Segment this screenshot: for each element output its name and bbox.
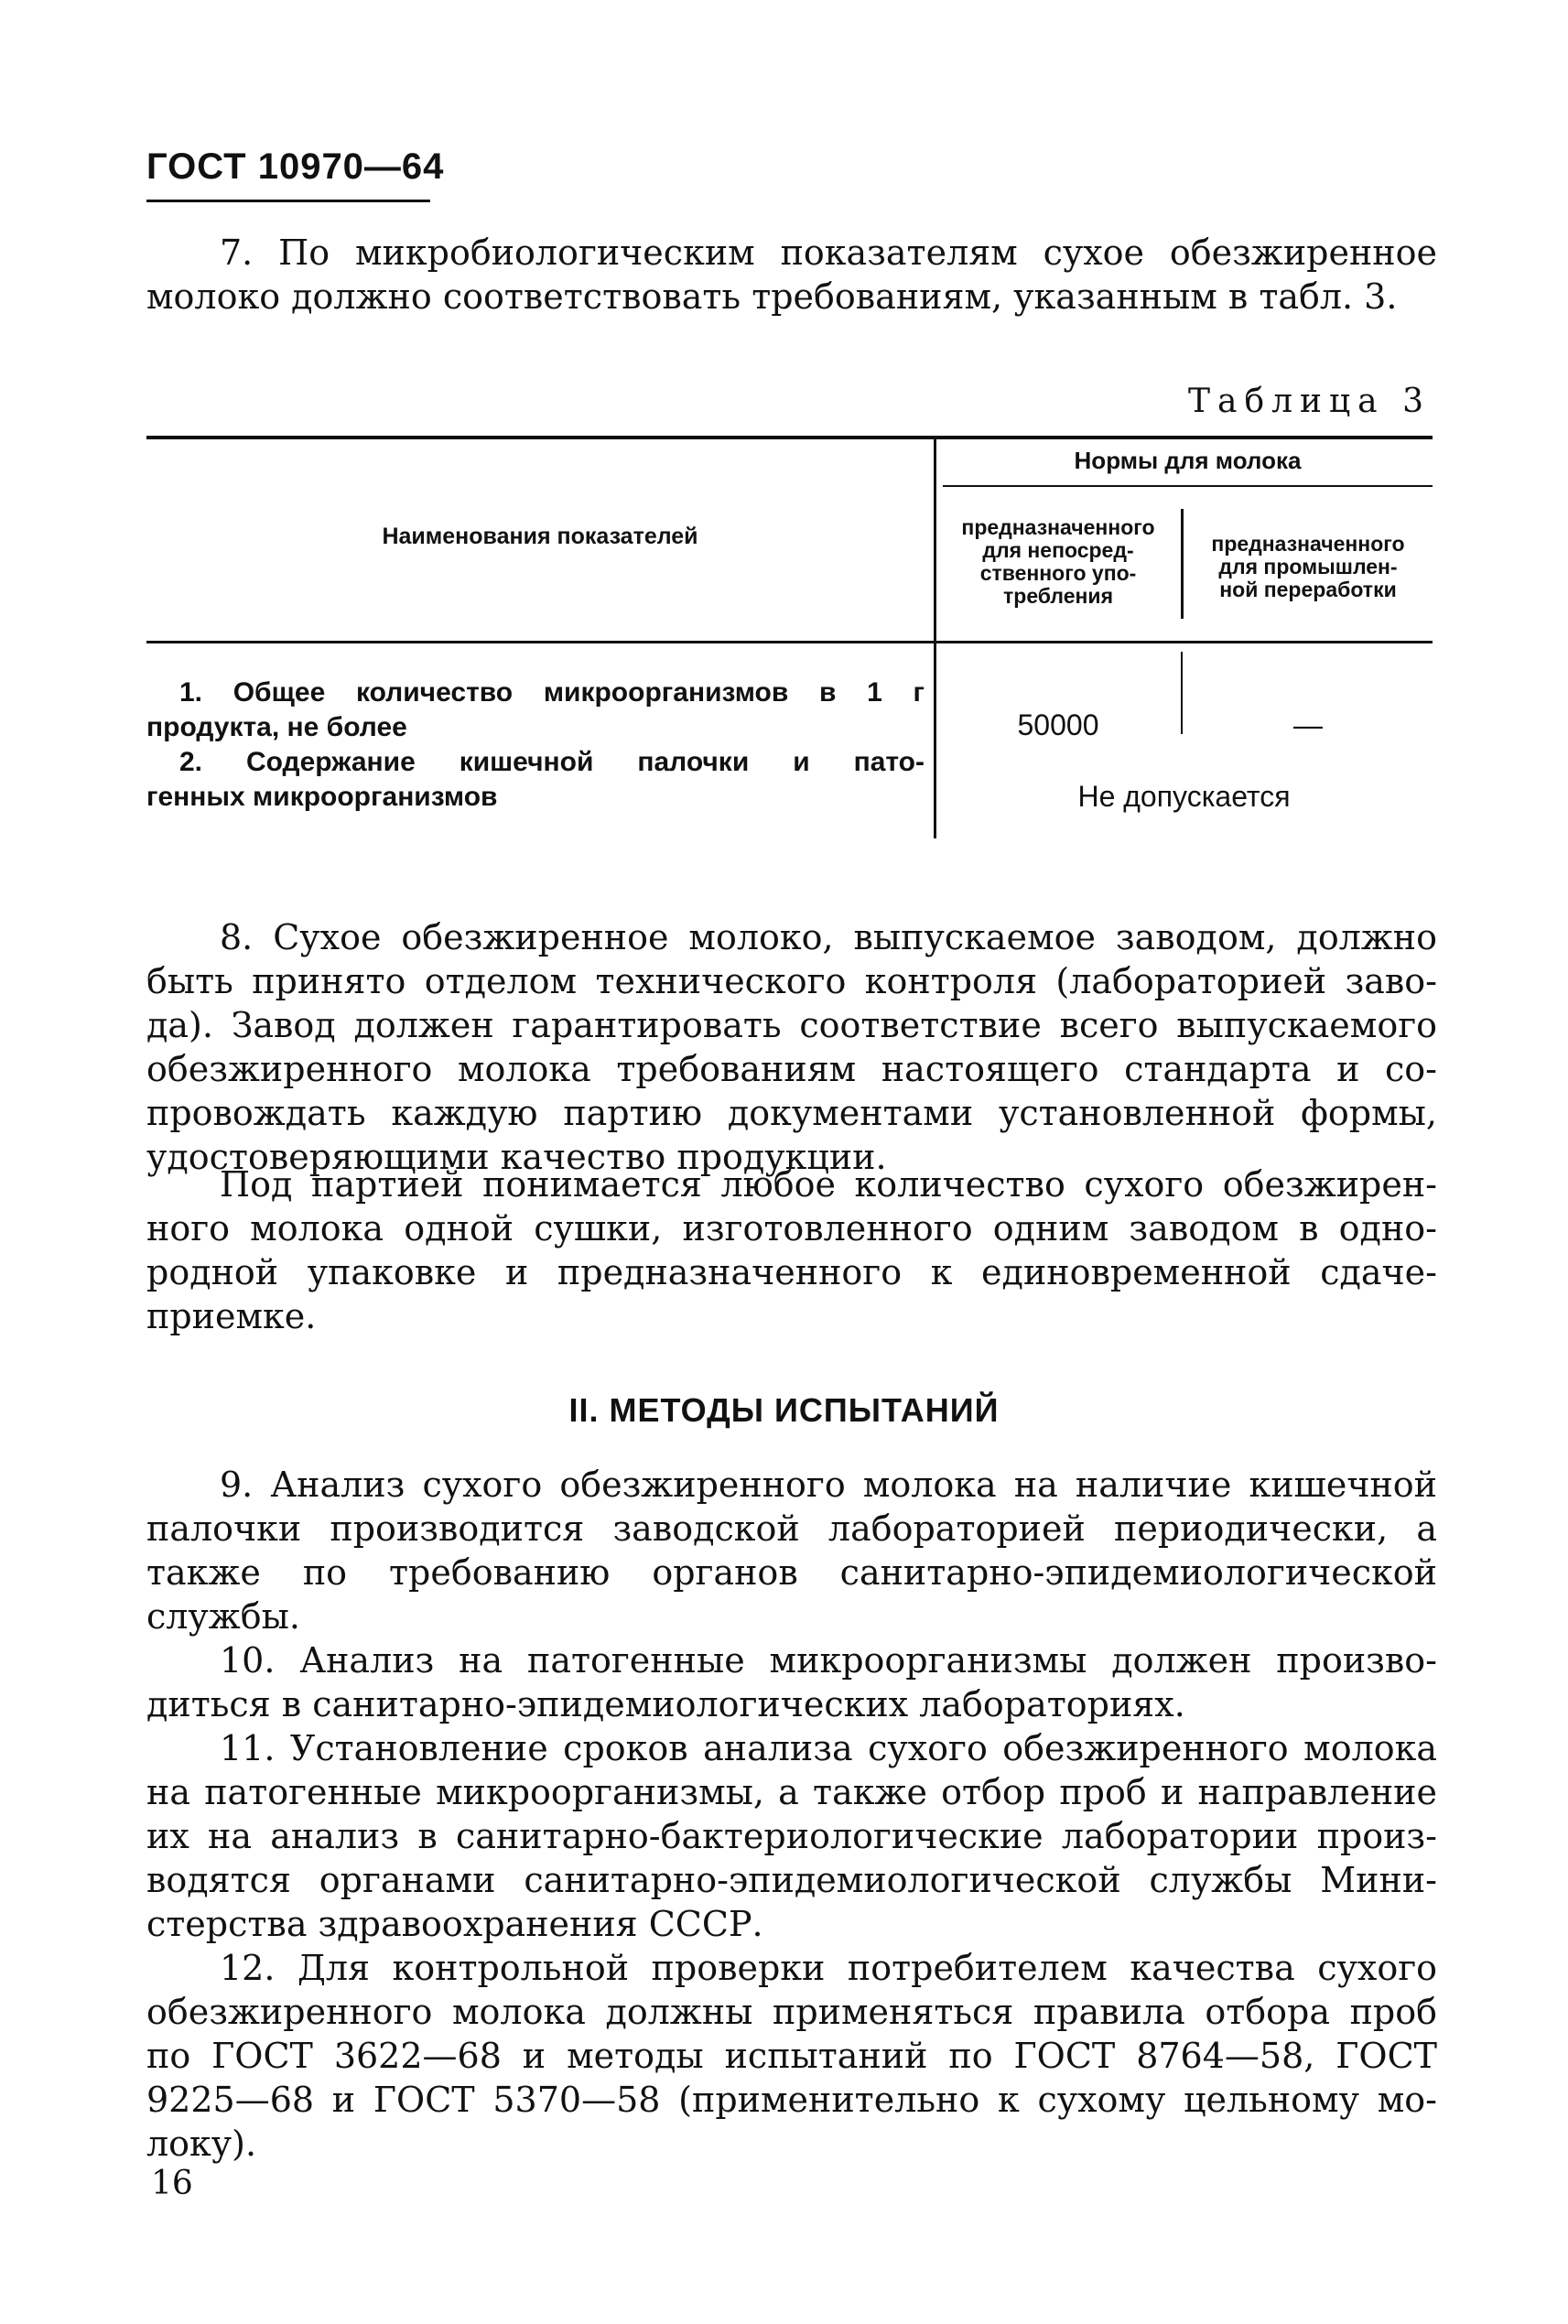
table-row-1-value-industrial: — [1293,708,1323,741]
text-line: на патогенные микроорганизмы, а также отбор проб и направление [146,1772,1437,1812]
text-line: молоко должно соответствовать требованиям, указанным в табл. 3. [146,276,1398,317]
text-line: их на анализ в санитарно-бактериологические лаборатории произ- [146,1816,1437,1856]
column-header-direct [935,516,1181,608]
text-line: 12. Для контрольной проверки потребителем качества сухого [220,1948,1437,1988]
table-row-2-value: Не допускается [1077,780,1291,813]
text-line: водятся органами санитарно-эпидемиологической службы Мини- [146,1860,1437,1900]
text-line: палочки производится заводской лабораторией периодически, а [146,1508,1437,1549]
header-line: для промышлен- [1218,555,1398,578]
paragraph-batch [146,1162,1437,1338]
column-header-name: Наименования показателей [382,524,698,549]
table-row-2-name [146,745,925,815]
row-line: генных микроорганизмов [146,782,498,812]
text-line: удостоверяющими качество продукции. [146,1137,887,1177]
paragraph-9 [146,1463,1437,1638]
table-row-1-value-direct: 50000 [1017,708,1099,741]
text-line: 7. По микробиологическим показателям сухое обезжиренное [220,232,1437,273]
text-line: ного молока одной сушки, изготовленного одним заводом в одно- [146,1208,1437,1248]
text-line: 9225—68 и ГОСТ 5370—58 (применительно к сухому цельному мо- [146,2080,1437,2120]
text-line: 10. Анализ на патогенные микроорганизмы должен произво- [220,1640,1437,1681]
text-line: также по требованию органов санитарно-эпидемиологической [146,1552,1437,1593]
norms-subrule [943,485,1433,487]
page-number: 16 [151,2165,193,2202]
paragraph-12 [146,1946,1437,2166]
text-line: да). Завод должен гарантировать соответствие всего выпускаемого [146,1005,1437,1045]
header-line: предназначенного [1211,532,1405,556]
paragraph-11 [146,1726,1437,1946]
table-row-1-name [146,676,925,745]
row-line: продукта, не более [146,712,407,742]
text-line: по ГОСТ 3622—68 и методы испытаний по ГОСТ 8764—58, ГОСТ [146,2036,1437,2076]
text-line: приемке. [146,1296,317,1336]
text-line: обезжиренного молока требованиям настоящего стандарта и со- [146,1049,1437,1089]
column-header-industrial [1184,533,1433,601]
text-line: быть принято отделом технического контроля (лабораторией заво- [146,961,1437,1001]
text-line: Под партией понимается любое количество сухого обезжирен- [220,1164,1437,1205]
table-label: Таблица 3 [1188,383,1431,420]
header-line: для непосред- [982,538,1134,562]
text-line: провождать каждую партию документами установленной формы, [146,1093,1437,1133]
text-line: 8. Сухое обезжиренное молоко, выпускаемое заводом, должно [220,917,1437,957]
table-3 [146,436,1433,857]
gost-header: ГОСТ 10970—64 [146,146,445,187]
header-line: ной переработки [1219,578,1397,601]
text-line: диться в санитарно-эпидемиологических лабораториях. [146,1684,1185,1724]
text-line: службы. [146,1596,300,1637]
header-line: требления [1003,584,1113,608]
paragraph-7 [146,231,1437,319]
header-line: предназначенного [961,515,1155,539]
paragraph-8 [146,915,1437,1179]
table-top-rule [146,436,1433,439]
text-line: локу). [146,2124,257,2164]
text-line: родной упаковке и предназначенного к единовременной сдаче- [146,1252,1437,1292]
text-line: стерства здравоохранения СССР. [146,1904,763,1944]
paragraph-10 [146,1638,1437,1726]
text-line: обезжиренного молока должны применяться правила отбора проб [146,1992,1437,2032]
row-line: 1. Общее количество микроорганизмов в 1 г [179,677,925,708]
row-line: 2. Содержание кишечной палочки и пато- [179,747,925,777]
table-vertical-rule [934,436,936,838]
header-rule [146,200,430,202]
section-title: II. МЕТОДЫ ИСПЫТАНИЙ [568,1391,1000,1429]
norms-header: Нормы для молока [1074,447,1302,474]
header-bottom-rule [146,641,1433,643]
subcolumn-rule-row1 [1181,652,1183,734]
text-line: 11. Установление сроков анализа сухого обезжиренного молока [220,1728,1437,1768]
header-line: ственного упо- [979,561,1137,585]
text-line: 9. Анализ сухого обезжиренного молока на наличие кишечной [220,1465,1437,1505]
